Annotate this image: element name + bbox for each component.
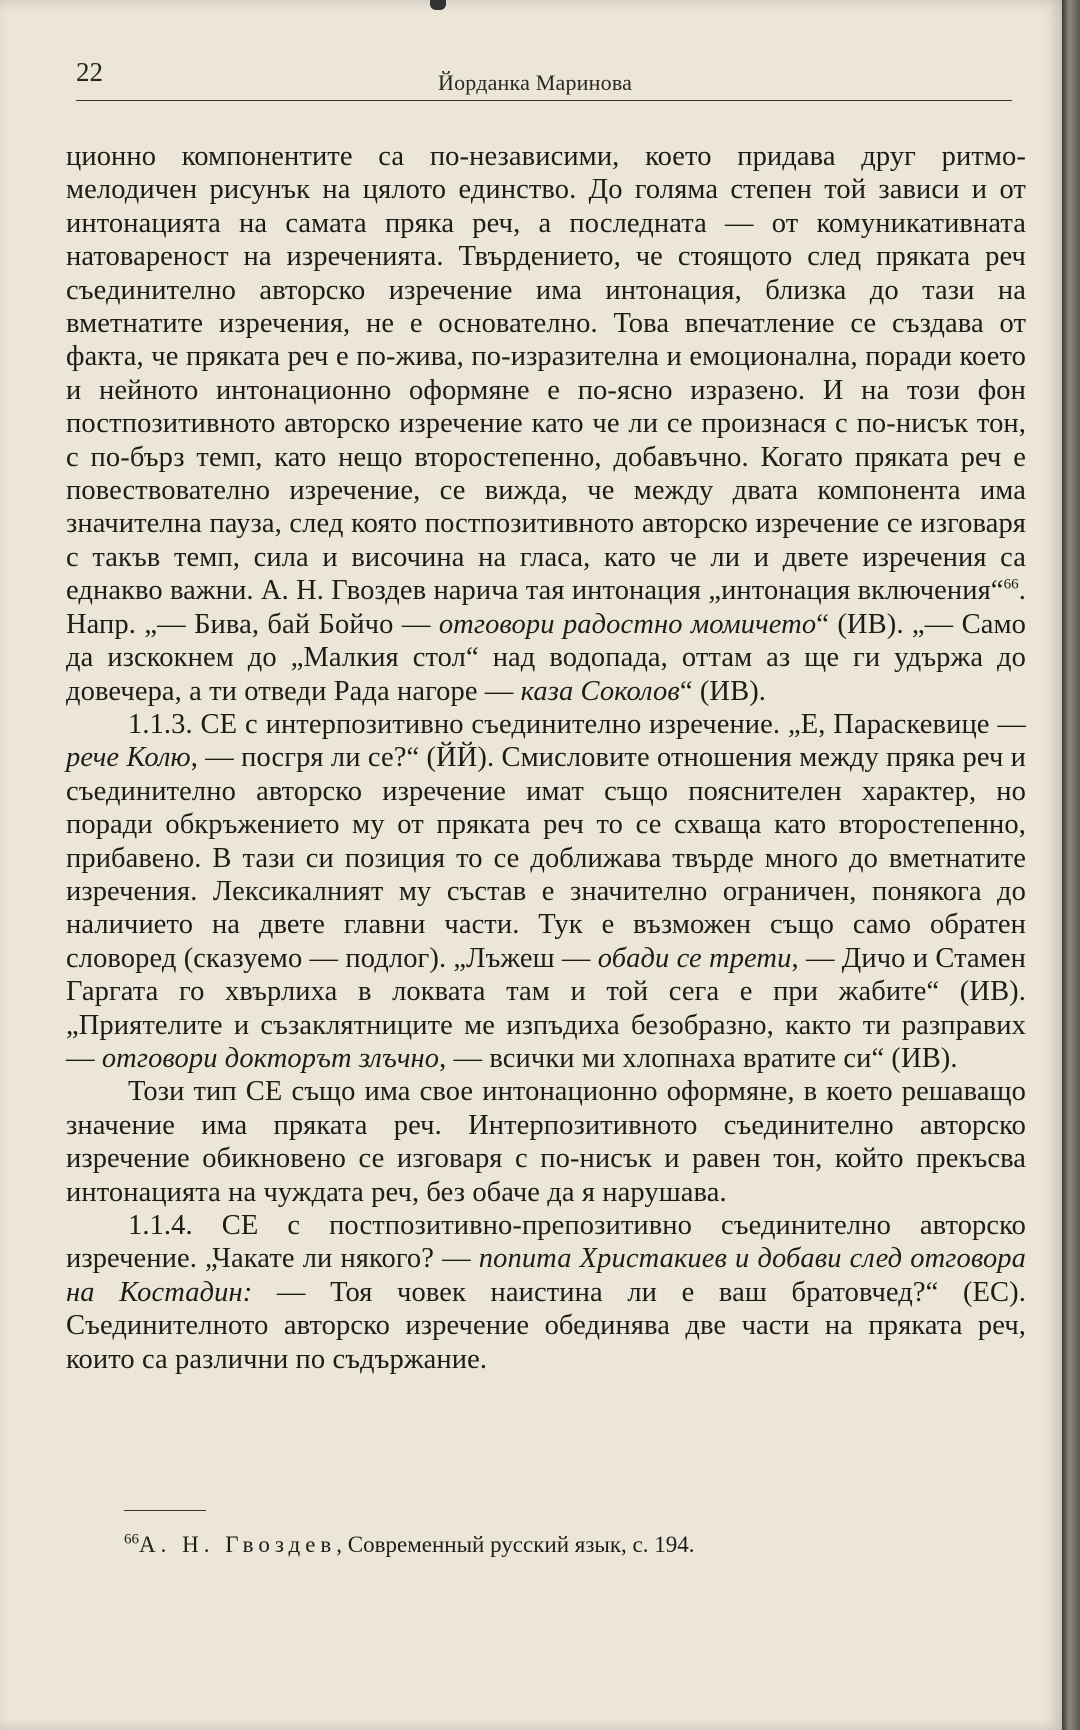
italic-run: попита Христакиев и добави след отговора на Костадин: — [66, 1243, 1026, 1308]
text-run: , — Дичо и Стамен Гаргата го хвърлиха в локвата там и той сега е при жабите“ (ИВ). „Приятелите и съзаклятниците ме изпъдиха безобразно, както ти разправих — — [66, 942, 1026, 1074]
footnote-text: , Современный русский язык, с. 194. — [336, 1532, 695, 1557]
footnote-ref[interactable]: 66 — [1003, 576, 1019, 593]
text-run: — Тоя човек наистина ли е ваш братовчед?“ (ЕС). Съединителното авторско изречение обединява две части на пряката реч, които са различни по съдържание. — [66, 1276, 1026, 1375]
italic-run: каза Соколов — [520, 675, 680, 707]
footnote-author: А. Н. Гвоздев — [139, 1532, 337, 1557]
text-run: ционно компонентите са по-независими, което придава друг ритмо-мелодичен рисунък на цялото единство. До голяма степен той зависи и от интонацията на самата пряка реч, а последната — от комуникативната натовареност на изреченията. Твърдението, че стоящото след пряката реч съединително авторско изречение има интонация, близка до тази на вметнатите изречения, не е основателно. Това впечатление се създава от факта, че пряката реч е по-жива, по-изразителна и емоционална, поради което и нейното интонационно оформяне е по-ясно изразено. И на този фон постпозитивното авторско изречение като че ли се произнася с по-нисък тон, с по-бърз темп, като нещо второстепенно, добавъчно. Когато пряката реч е повествователно изречение, се вижда, че между двата компонента има значителна пауза, след която постпозитивното авторско изречение се изговаря с такъв темп, сила и височина на гласа, като че ли и двете изречения са еднакво важни. А. Н. Гвоздев нарича тая интонация „интонация включения“ — [66, 141, 1026, 607]
footnote — [124, 1530, 974, 1560]
paragraph-2 — [66, 708, 1026, 1075]
page-edge — [1062, 0, 1080, 1730]
text-run: . Напр. „— Бива, бай Бойчо — — [66, 575, 1026, 640]
footnote-rule — [124, 1510, 206, 1511]
paragraph-3: Този тип СЕ също има свое интонационно оформяне, в което решаващо значение има пряката реч. Интерпозитивното съединително авторско изречение обикновено се изговаря с по-нисък и равен тон, който прекъсва интонацията на чуждата реч, без обаче да я нарушава. — [66, 1076, 1026, 1208]
running-head: Йорданка Маринова — [438, 70, 633, 95]
body-text — [66, 140, 1026, 1376]
italic-run: отговори докторът злъчно — [101, 1042, 440, 1074]
header-rule — [76, 100, 1012, 101]
text-run: “ (ИВ). — [679, 675, 767, 707]
page-header — [76, 54, 1016, 100]
paragraph-1 — [66, 140, 1026, 708]
text-run: , — всички ми хлопнаха вратите си“ (ИВ). — [439, 1042, 958, 1074]
text-run: 1.1.3. СЕ с интерпозитивно съединително изречение. „Е, Параскевице — — [128, 708, 1026, 740]
italic-run: обади се трети — [597, 942, 792, 974]
binding-mark — [430, 0, 446, 10]
paragraph-4 — [66, 1209, 1026, 1376]
text-run: , — посгря ли се?“ (ЙЙ). Смисловите отношения между пряка реч и съединително авторско изречение имат също пояснителен характер, но поради обкръжението му от пряката реч то се схваща като второстепенно, прибавено. В тази си позиция то се доближава твърде много до вметнатите изречения. Лексикалният му състав е значително ограничен, понякога до наличието на двете главни части. Тук е възможен също само обратен словоред (сказуемо — подлог). „Лъжеш — — [66, 742, 1026, 974]
italic-run: отговори радостно момичето — [438, 608, 817, 640]
footnote-number: 66 — [124, 1531, 139, 1548]
text-run: “ (ИВ). „— Само да изскокнем до „Малкия стол“ над водопада, оттам аз ще ги удържа до довечера, а ти отведи Рада нагоре — — [66, 608, 1026, 707]
italic-run: рече Колю — [66, 742, 191, 774]
page-number: 22 — [76, 57, 103, 87]
text-run: 1.1.4. СЕ с постпозитивно-препозитивно съединително авторско изречение. „Чакате ли някого? — — [66, 1210, 1026, 1275]
